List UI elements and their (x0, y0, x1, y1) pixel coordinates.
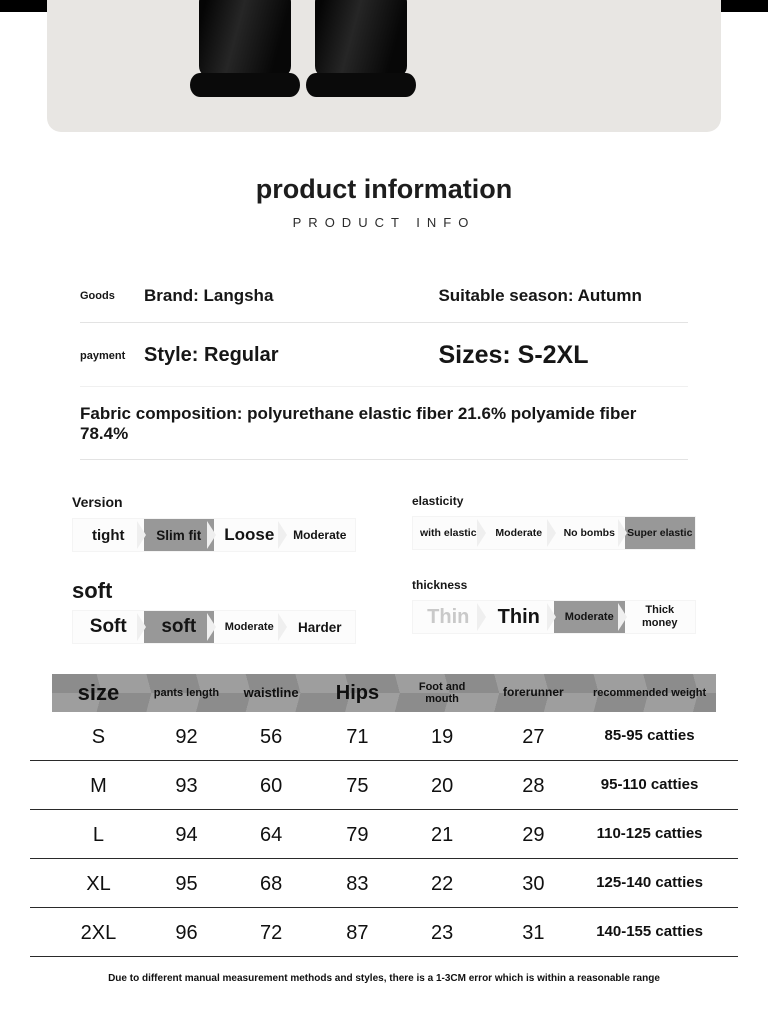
boot-sole (190, 73, 300, 97)
attr-option: with elastic (419, 527, 477, 539)
waistline-value: 56 (259, 725, 283, 748)
attr-group-elasticity (412, 494, 696, 552)
thickness-label: thickness (412, 578, 468, 592)
pants-length-value: 93 (175, 774, 198, 797)
top-right-black-bar (721, 0, 768, 12)
foot-and-mouth-value: 20 (430, 774, 454, 797)
info-row-brand (80, 274, 688, 323)
attr-group-version (72, 494, 356, 552)
version-options-bar (72, 518, 356, 552)
foot-and-mouth-value: 21 (430, 823, 454, 846)
left-boot-illustration (199, 0, 291, 97)
forerunner-value: 27 (522, 725, 545, 748)
recommended-weight-value: 85-95 catties (604, 727, 695, 745)
pants-length-value: 92 (175, 725, 198, 748)
brand-text: Brand: Langsha (144, 286, 274, 305)
table-row (52, 810, 716, 859)
attr-option: Thin (484, 601, 555, 633)
size-value: L (92, 823, 105, 846)
header-cell-size: size (77, 679, 120, 705)
soft-options-bar (72, 610, 356, 644)
elasticity-label: elasticity (412, 494, 464, 508)
attr-option: Harder (285, 611, 356, 643)
forerunner-value: 31 (522, 921, 545, 944)
attr-group-softness (72, 578, 356, 644)
page-title: product information (255, 174, 513, 204)
attr-group-thickness (412, 578, 696, 644)
attr-option: Moderate (285, 519, 356, 551)
attr-option: Thick money (625, 601, 696, 633)
foot-and-mouth-value: 19 (430, 725, 454, 748)
version-label: Version (72, 494, 123, 510)
header-cell-pants-length: pants length (153, 686, 220, 699)
waistline-value: 64 (259, 823, 283, 846)
measurement-disclaimer: Due to different manual measurement methods and styles, there is a 1-3CM error which is within a reasonable range (108, 973, 660, 984)
top-left-black-bar (0, 0, 47, 12)
recommended-weight-value: 95-110 catties (600, 776, 699, 794)
forerunner-value: 29 (522, 823, 545, 846)
size-table (52, 674, 716, 957)
elasticity-options-bar (412, 516, 696, 550)
hips-value: 75 (346, 774, 369, 797)
season-text: Suitable season: Autumn (438, 286, 642, 305)
attr-option: Moderate (214, 611, 285, 643)
attr-option: Moderate (484, 517, 555, 549)
size-table-header (52, 674, 716, 712)
table-row (52, 761, 716, 810)
size-value: XL (86, 872, 111, 895)
header-cell-forerunner: forerunner (503, 685, 564, 700)
style-text: Style: Regular (144, 344, 279, 366)
attr-option: soft (144, 611, 215, 643)
hips-value: 79 (346, 823, 369, 846)
table-row (52, 712, 716, 761)
attr-option: Moderate (554, 601, 625, 633)
recommended-weight-value: 110-125 catties (596, 825, 703, 843)
hips-value: 71 (346, 725, 369, 748)
thickness-options-bar (412, 600, 696, 634)
boot-shaft (199, 0, 291, 78)
header-cell-recommended-weight: recommended weight (593, 686, 707, 699)
waistline-value: 72 (259, 921, 283, 944)
boot-sole (306, 73, 416, 97)
boot-shaft (315, 0, 407, 78)
product-photo (47, 0, 721, 132)
attributes-section (72, 494, 696, 644)
attr-option: Loose (214, 519, 285, 551)
foot-and-mouth-value: 23 (430, 921, 454, 944)
fabric-composition-text: Fabric composition: polyurethane elastic fiber 21.6% polyamide fiber 78.4% (80, 387, 688, 460)
size-value: 2XL (80, 921, 117, 944)
right-boot-illustration (315, 0, 407, 97)
sizes-text: Sizes: S-2XL (438, 341, 589, 369)
page-subtitle: PRODUCT INFO (292, 215, 476, 230)
attr-option: No bombs (554, 517, 625, 549)
waistline-value: 60 (259, 774, 283, 797)
size-value: S (91, 725, 106, 748)
table-row (52, 859, 716, 908)
info-row-style (80, 323, 688, 387)
pants-length-value: 95 (175, 872, 198, 895)
header-cell-hips: Hips (335, 682, 380, 704)
pants-length-value: 96 (175, 921, 198, 944)
payment-label: payment (80, 349, 126, 362)
table-row (52, 908, 716, 957)
attr-option: Slim fit (144, 519, 215, 551)
recommended-weight-value: 125-140 catties (596, 874, 703, 892)
hips-value: 83 (346, 872, 369, 895)
attr-option: Thin (427, 605, 470, 628)
attr-option: Super elastic (625, 517, 696, 549)
recommended-weight-value: 140-155 catties (596, 923, 703, 941)
waistline-value: 68 (259, 872, 283, 895)
hips-value: 87 (346, 921, 369, 944)
product-info-section (80, 274, 688, 460)
attr-option: Soft (89, 616, 127, 637)
foot-and-mouth-value: 22 (430, 872, 454, 895)
forerunner-value: 30 (522, 872, 545, 895)
forerunner-value: 28 (522, 774, 545, 797)
header-cell-waistline: waistline (243, 684, 299, 700)
goods-label: Goods (80, 290, 115, 302)
attr-option: tight (92, 526, 125, 544)
size-value: M (90, 774, 107, 797)
pants-length-value: 94 (175, 823, 198, 846)
soft-label: soft (72, 578, 113, 603)
header-cell-foot-and-mouth: Foot and mouth (418, 680, 466, 705)
